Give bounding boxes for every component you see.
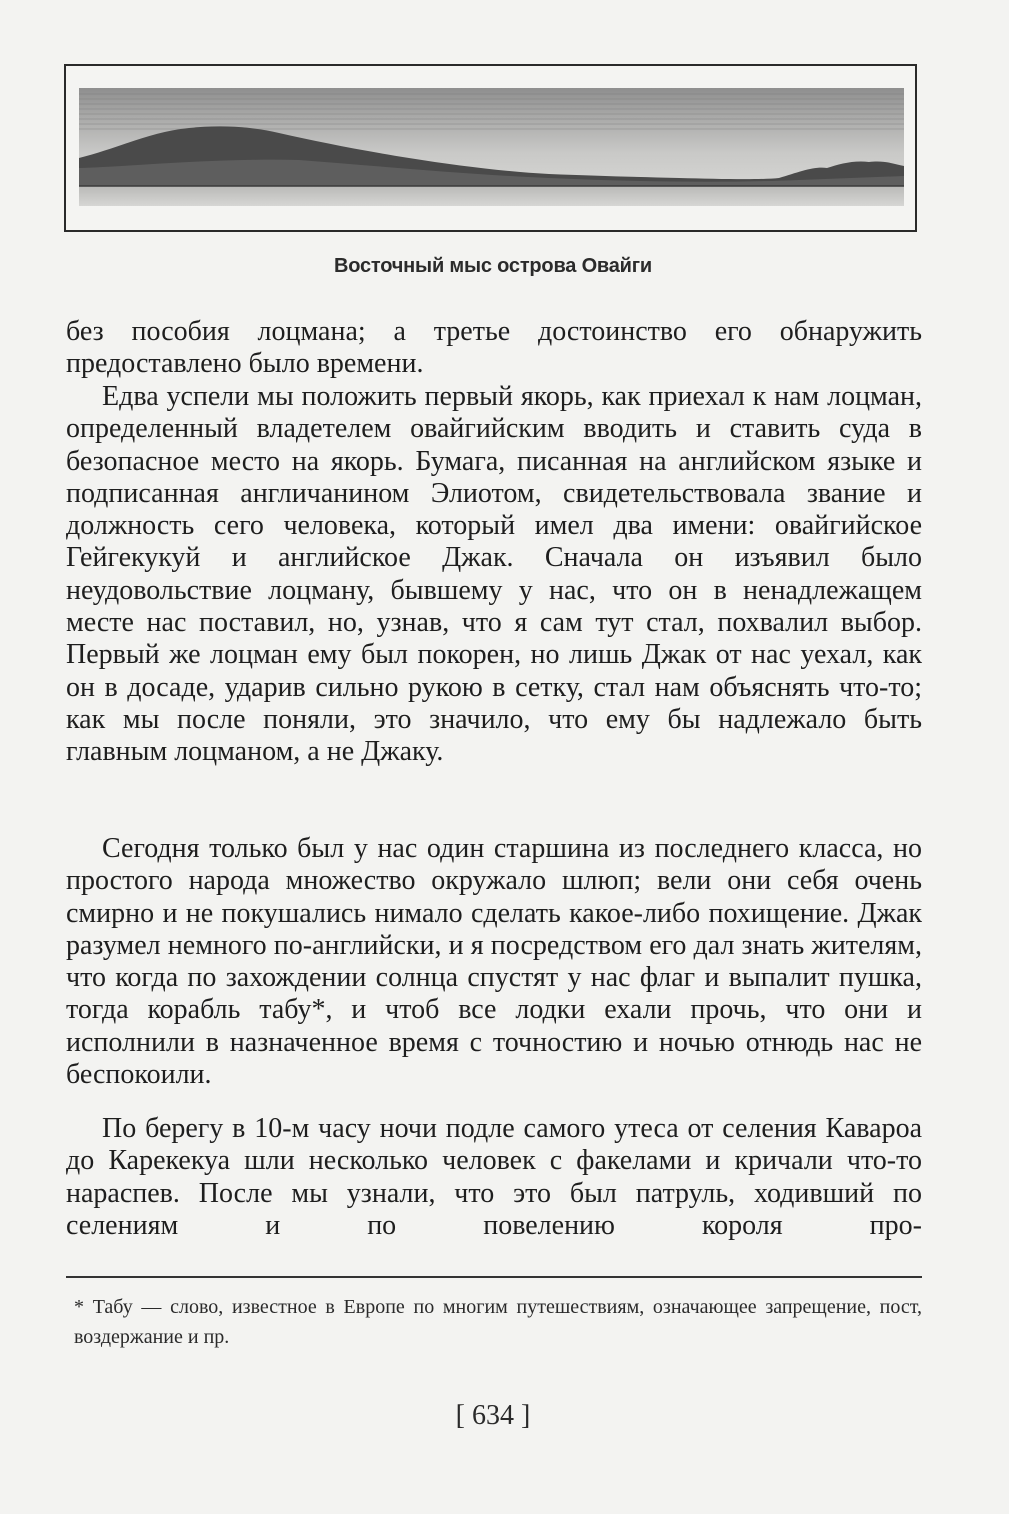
figure-caption: Восточный мыс острова Овайги xyxy=(334,255,652,277)
page-number: [ 634 ] xyxy=(455,1400,531,1431)
paragraph: По берегу в 10-м часу ночи подле самого утеса от селения Каварoa до Карекекуа шли несколько человек с факелами и кричали что-то нараспев. После мы узнали, что это был патруль, ходивший по селениям и по повелению короля про- xyxy=(66,1113,922,1241)
figure-frame xyxy=(64,64,917,232)
footnote-separator xyxy=(66,1276,922,1278)
paragraph: Едва успели мы положить первый якорь, как приехал к нам лоцман, определенный владетелем овайгийским вводить и ставить суда в безопасное место на якорь. Бумага, писанная на английском языке и подписанная англичанином Элиотом, свидетельствовала звание и должность сего человека, который имел два имени: овайгийское Гейгекукуй и английское Джак. Сначала он изъявил было неудовольствие лоцману, бывшему у нас, что он в ненадлежащем месте нас поставил, но, узнав, что я сам тут стал, похвалил выбор. Первый же лоцман ему был покорен, но лишь Джак от нас уехал, как он в досаде, ударив сильно рукою в сетку, стал нам объяснять что-то; как мы после поняли, это значило, что ему бы надлежало быть главным лоцманом, а не Джаку. xyxy=(66,381,922,768)
paragraph: без пособия лоцмана; а третье достоинство его обнаружить предоставлено было времени. xyxy=(66,316,922,380)
landscape-illustration xyxy=(79,88,904,206)
footnote: * Табу — слово, известное в Европе по многим путешествиям, означающее запрещение, пост, воздержание и пр. xyxy=(74,1296,922,1348)
paragraph: Сегодня только был у нас один старшина из последнего класса, но простого народа множество окружало шлюп; вели они себя очень смирно и не покушались нимало сделать какое-либо похищение. Джак разумел немного по-английски, и я посредством его дал знать жителям, что когда по захождении солнца спустят у нас флаг и выпалит пушка, тогда корабль табу*, и чтоб все лодки ехали прочь, что они и исполнили в назначенное время с точностию и ночью отнюдь нас не беспокоили. xyxy=(66,833,922,1091)
